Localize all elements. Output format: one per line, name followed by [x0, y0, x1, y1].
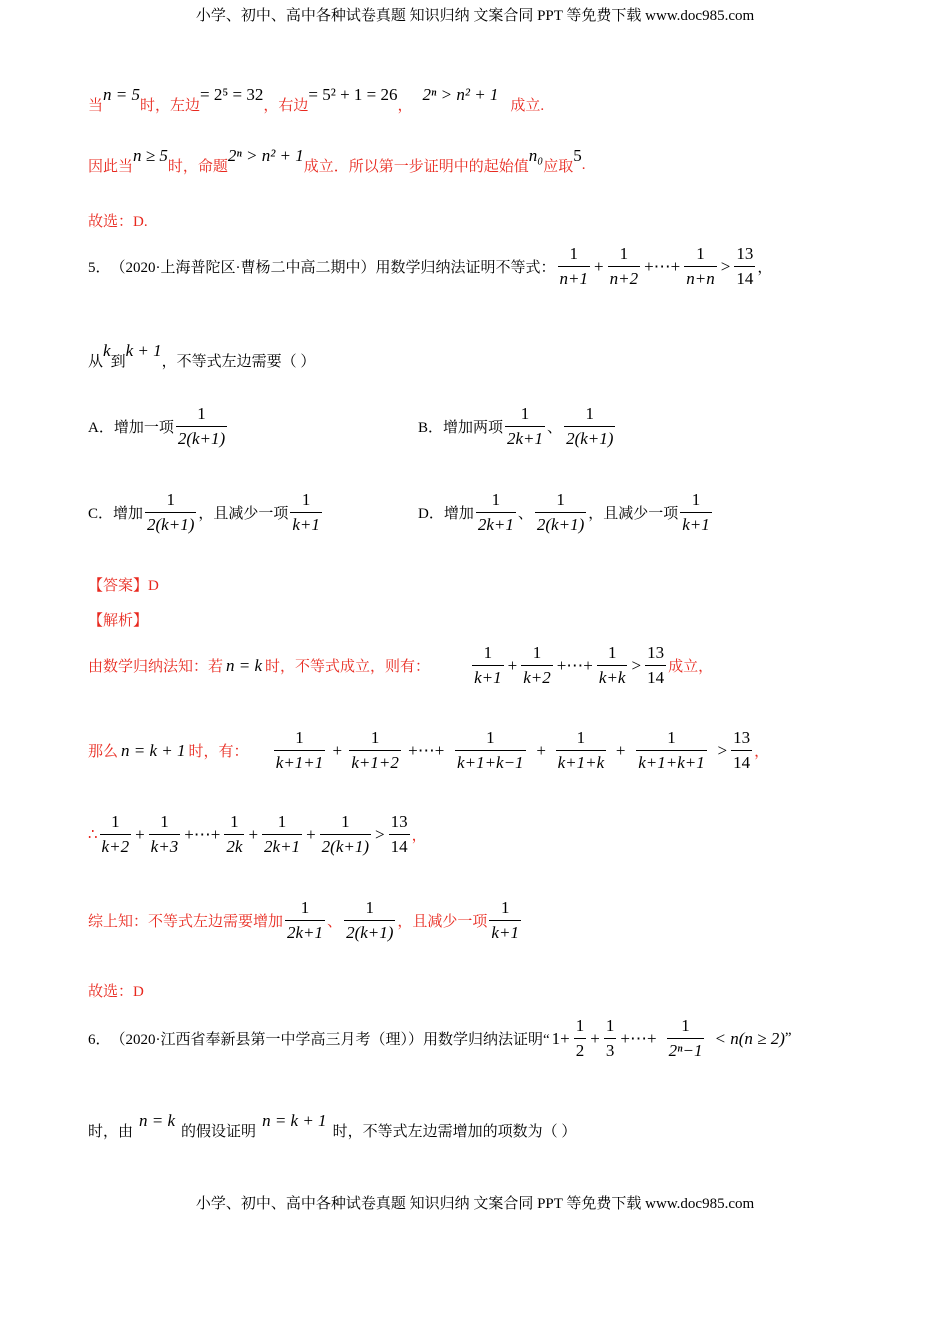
- fraction: $\frac{1}{n+2}$: [608, 242, 640, 291]
- question-number: 5．: [88, 260, 111, 276]
- page-header: 小学、初中、高中各种试卷真题 知识归纳 文案合同 PPT 等免费下载 www.doc985.com: [195, 8, 755, 24]
- answer-label: 【答案】D: [88, 578, 159, 594]
- question-5-line-2: 从 k 到 k + 1 ，不等式左边需要（ ）: [88, 340, 316, 370]
- solution-line-2: [88, 145, 586, 176]
- text: 时，左边: [140, 98, 201, 114]
- math: 2ⁿ > n² + 1: [227, 145, 304, 165]
- text: 应取: [543, 159, 574, 175]
- text: 因此当: [88, 159, 134, 175]
- text: ，: [397, 98, 413, 114]
- math: n₀: [528, 145, 544, 165]
- math: = 5² + 1 = 26: [308, 84, 398, 104]
- fraction: $\frac{1}{n+n}$: [684, 242, 716, 291]
- fraction: $\frac{13}{14}$: [734, 242, 755, 291]
- solution-step-2: 那么 n = k + 1 时，有： $\frac{1}{k+1+1}$ + $\frac{1}{k+1+2}$ +⋯+ $\frac{1}{k+1+k-1}$ + $\frac{1}{k+1+k}$ + $\frac{1}{k+1+k+1}$ > $\frac{13}{14}$ ，: [88, 726, 769, 775]
- math: = 2⁵ = 32: [200, 84, 264, 104]
- question-6-stem: 6． （2020·江西省奉新县第一中学高三月考（理））用数学归纳法证明“ 1+ $\frac{1}{2}$ + $\frac{1}{3}$ +⋯+ $\frac{1}{\text{2ⁿ−1}}$ < n(n ≥ 2) ”: [88, 1014, 792, 1063]
- math: n = 5: [103, 84, 140, 104]
- option-a[interactable]: A．增加一项 $\frac{1}{2(k+1)}$: [88, 402, 229, 451]
- option-d[interactable]: D．增加 $\frac{1}{2k+1}$ 、 $\frac{1}{2(k+1)}$ ，且减少一项 $\frac{1}{k+1}$: [418, 488, 714, 537]
- choose-d-1: 故选：D.: [88, 214, 148, 230]
- math: 5: [573, 145, 582, 165]
- text: .: [581, 157, 586, 173]
- question-5-stem: 5． （2020·上海普陀区·曹杨二中高二期中）用数学归纳法证明不等式： $\frac{1}{n+1}$ + $\frac{1}{n+2}$ +⋯+ $\frac{1}{n+n}$ > $\frac{13}{14}$ ，: [88, 242, 772, 291]
- solution-step-1: 由数学归纳法知：若 n = k 时，不等式成立，则有： $\frac{1}{k+1}$ + $\frac{1}{k+2}$ +⋯+ $\frac{1}{k+k}$ > $\frac{13}{14}$ 成立，: [88, 641, 713, 690]
- text: 成立．所以第一步证明中的起始值: [303, 159, 529, 175]
- text: 时，命题: [167, 159, 228, 175]
- solution-line-1: [88, 84, 545, 115]
- text: 当: [88, 98, 104, 114]
- question-6-line-2: 时，由 n = k 的假设证明 n = k + 1 时，不等式左边需增加的项数为（ ）: [88, 1110, 577, 1140]
- solution-step-3: ∴ $\frac{1}{k+2}$ + $\frac{1}{k+3}$ +⋯+ $\frac{1}{2k}$ + $\frac{1}{2k+1}$ + $\frac{1}{2(k+1)}$ > $\frac{13}{14}$ ，: [88, 810, 427, 859]
- math: 2ⁿ > n² + 1: [422, 84, 499, 104]
- option-c[interactable]: C．增加 $\frac{1}{2(k+1)}$ ，且减少一项 $\frac{1}{k+1}$: [88, 488, 324, 537]
- question-text: （2020·上海普陀区·曹杨二中高二期中）用数学归纳法证明不等式：: [110, 260, 556, 276]
- text: ，右边: [263, 98, 309, 114]
- text: 成立.: [510, 98, 545, 114]
- fraction: $\frac{1}{n+1}$: [558, 242, 590, 291]
- math: n ≥ 5: [133, 145, 168, 165]
- analysis-label: 【解析】: [88, 613, 149, 629]
- page-footer: 小学、初中、高中各种试卷真题 知识归纳 文案合同 PPT 等免费下载 www.doc985.com: [195, 1196, 755, 1212]
- solution-conclusion: 综上知：不等式左边需要增加 $\frac{1}{2k+1}$ 、 $\frac{1}{2(k+1)}$ ，且减少一项 $\frac{1}{k+1}$: [88, 896, 523, 945]
- choose-d-2: 故选：D: [88, 984, 144, 1000]
- option-b[interactable]: B．增加两项 $\frac{1}{2k+1}$ 、 $\frac{1}{2(k+1)}$: [418, 402, 617, 451]
